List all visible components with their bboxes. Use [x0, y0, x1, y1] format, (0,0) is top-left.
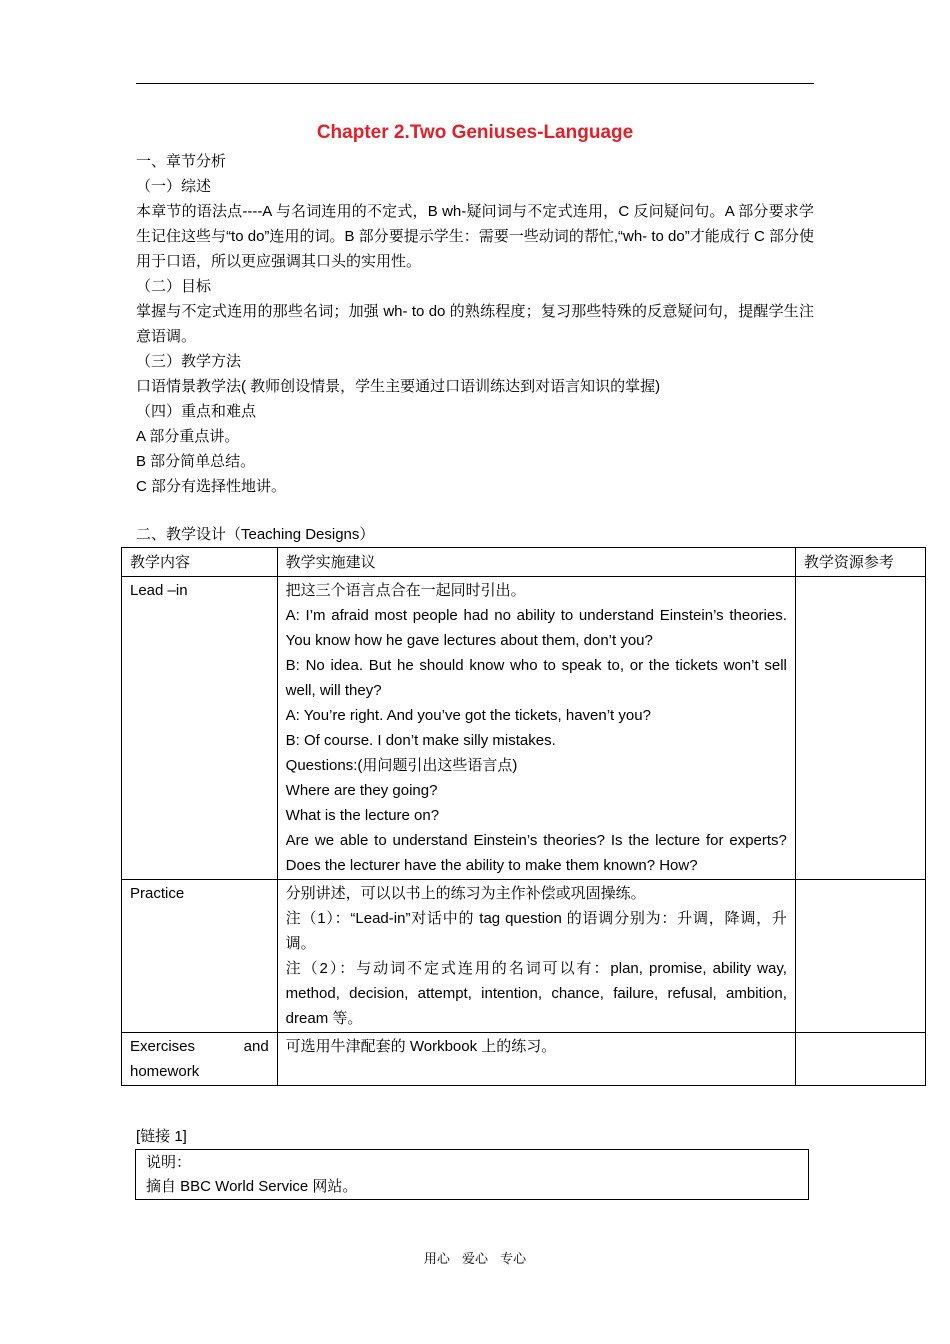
- row-line: Where are they going?: [285, 782, 438, 799]
- row-line: What is the lecture on?: [285, 807, 440, 824]
- footer-word: 爱心: [461, 1252, 488, 1267]
- row-resource: [795, 880, 925, 1033]
- row-line: 注（2）：与动词不定式连用的名词可以有：plan, promise, ability way, method, decision, attempt, intention, chance, failure, refusal, ambition, dream 等。: [285, 960, 787, 1027]
- row-content-word: Exercises: [130, 1038, 196, 1055]
- row-line: B: No idea. But he should know who to speak to, or the tickets won’t sell well, will they?: [285, 657, 787, 699]
- table-row: [122, 880, 926, 1033]
- row-content: Practice: [122, 880, 278, 1033]
- note-heading: 说明：: [146, 1154, 192, 1171]
- key-b: B 部分简单总结。: [136, 453, 256, 470]
- method-heading: （三）教学方法: [136, 353, 242, 370]
- link-note-box: [135, 1149, 809, 1200]
- row-line: A: You’re right. And you’ve got the tickets, haven’t you?: [285, 707, 651, 724]
- row-content: Lead –in: [122, 577, 278, 880]
- row-suggestions: [277, 1033, 795, 1086]
- header-rule: [136, 83, 814, 84]
- goal-heading: （二）目标: [136, 278, 212, 295]
- row-resource: [795, 577, 925, 880]
- row-line: 分别讲述，可以以书上的练习为主作补偿或巩固操练。: [285, 885, 646, 902]
- table-header: 教学内容: [122, 548, 278, 577]
- section2-heading: 二、教学设计（Teaching Designs）: [136, 526, 375, 543]
- row-suggestions: [277, 577, 795, 880]
- row-line: Are we able to understand Einstein’s theories? Is the lecture for experts? Does the lecturer have the ability to make them known? How?: [285, 832, 787, 874]
- footer-word: 专心: [500, 1252, 527, 1267]
- row-content-line: [130, 1034, 269, 1059]
- page-footer: [0, 1248, 950, 1267]
- table-header: 教学实施建议: [277, 548, 795, 577]
- chapter-title: Chapter 2.Two Geniuses-Language: [316, 122, 634, 143]
- table-row: [122, 577, 926, 880]
- note-text: 摘自 BBC World Service 网站。: [146, 1178, 358, 1195]
- key-heading: （四）重点和难点: [136, 403, 257, 420]
- overview-heading: （一）综述: [136, 178, 212, 195]
- row-content-line: homework: [130, 1063, 200, 1080]
- section1-heading: 一、章节分析: [136, 153, 227, 170]
- footer-word: 用心: [423, 1252, 450, 1267]
- table-row: [122, 1033, 926, 1086]
- row-line: Questions:(用问题引出这些语言点): [285, 757, 518, 774]
- row-line: A: I’m afraid most people had no ability to understand Einstein’s theories. You know how he gave lectures about them, don’t you?: [285, 607, 787, 649]
- table-header: 教学资源参考: [795, 548, 925, 577]
- row-resource: [795, 1033, 925, 1086]
- row-line: 注（1）：“Lead-in”对话中的 tag question 的语调分别为：升调，降调，升调。: [285, 910, 787, 952]
- key-a: A 部分重点讲。: [136, 428, 240, 445]
- link-label: [链接 1]: [136, 1128, 187, 1145]
- row-line: 可选用牛津配套的 Workbook 上的练习。: [285, 1038, 557, 1055]
- row-line: B: Of course. I don’t make silly mistakes.: [285, 732, 556, 749]
- method-text: 口语情景教学法( 教师创设情景，学生主要通过口语训练达到对语言知识的掌握): [136, 378, 661, 395]
- row-content: [122, 1033, 278, 1086]
- key-c: C 部分有选择性地讲。: [136, 478, 287, 495]
- goal-text: 掌握与不定式连用的那些名词；加强 wh- to do 的熟练程度；复习那些特殊的反意疑问句，提醒学生注意语调。: [136, 303, 814, 345]
- section-analysis: [136, 149, 814, 499]
- row-content-word: and: [243, 1038, 269, 1055]
- teaching-design-table: [121, 547, 926, 1086]
- table-header-row: [122, 548, 926, 577]
- row-line: 把这三个语言点合在一起同时引出。: [285, 582, 526, 599]
- row-suggestions: [277, 880, 795, 1033]
- overview-text: 本章节的语法点----A 与名词连用的不定式，B wh-疑问词与不定式连用，C 反问疑问句。A 部分要求学生记住这些与“to do”连用的词。B 部分要提示学生：需要一些动词的帮忙,“wh- to do”才能成行 C 部分使用于口语，所以更应强调其口头的实用性。: [136, 203, 814, 270]
